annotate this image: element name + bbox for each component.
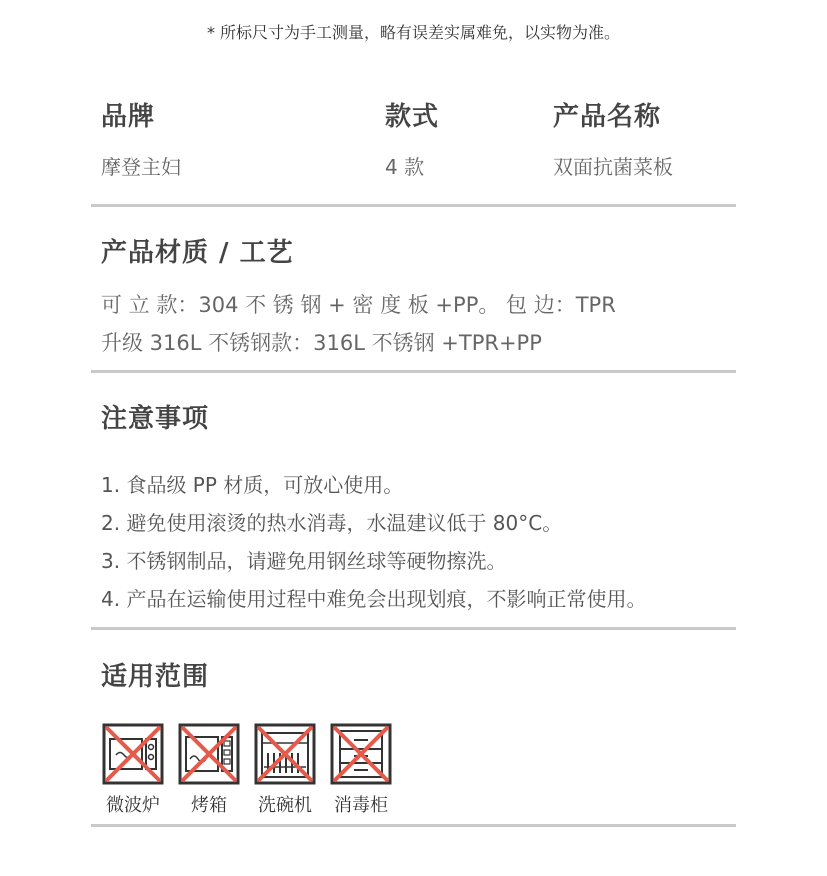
usage-item-microwave [101, 723, 165, 817]
divider [91, 627, 736, 630]
product-name-label: 产品名称 [553, 102, 662, 132]
usage-item-dishwasher [253, 723, 317, 817]
oven-icon [178, 723, 240, 785]
usage-label-microwave: 微波炉 [106, 795, 160, 816]
usage-title: 适用范围 [101, 662, 210, 692]
material-section [101, 236, 736, 362]
brand-value: 摩登主妇 [101, 155, 181, 179]
notes-list [101, 466, 736, 618]
usage-label-dishwasher: 洗碗机 [258, 795, 312, 816]
sterilizer-icon [330, 723, 392, 785]
microwave-icon [102, 723, 164, 785]
note-item: 1. 食品级 PP 材质，可放心使用。 [101, 473, 404, 497]
divider [91, 370, 736, 373]
usage-item-sterilizer [329, 723, 393, 817]
material-title: 产品材质 / 工艺 [101, 238, 294, 268]
dishwasher-icon [254, 723, 316, 785]
notes-section [101, 402, 736, 618]
note-item: 4. 产品在运输使用过程中难免会出现划痕，不影响正常使用。 [101, 587, 647, 611]
usage-item-oven [177, 723, 241, 817]
divider [91, 204, 736, 207]
usage-label-sterilizer: 消毒柜 [334, 795, 388, 816]
style-column [385, 100, 439, 180]
brand-column [101, 100, 181, 180]
product-info-section [91, 100, 736, 190]
product-name-column [553, 100, 673, 180]
material-line-standard: 可 立 款：304 不 锈 钢 + 密 度 板 +PP。 包 边：TPR [101, 293, 616, 317]
note-item: 2. 避免使用滚烫的热水消毒，水温建议低于 80°C。 [101, 511, 563, 535]
material-line-upgrade: 升级 316L 不锈钢款：316L 不锈钢 +TPR+PP [101, 331, 542, 355]
usage-section [93, 660, 736, 820]
usage-icons-row [101, 723, 405, 817]
notes-title: 注意事项 [101, 404, 210, 434]
brand-label: 品牌 [101, 102, 156, 132]
usage-label-oven: 烤箱 [191, 795, 227, 816]
material-lines [101, 286, 736, 362]
divider [91, 824, 736, 827]
style-value: 4 款 [385, 155, 425, 179]
product-name-value: 双面抗菌菜板 [553, 155, 673, 179]
note-item: 3. 不锈钢制品，请避免用钢丝球等硬物擦洗。 [101, 549, 507, 573]
measurement-note: * 所标尺寸为手工测量，略有误差实属难免，以实物为准。 [206, 23, 621, 42]
style-label: 款式 [385, 102, 440, 132]
